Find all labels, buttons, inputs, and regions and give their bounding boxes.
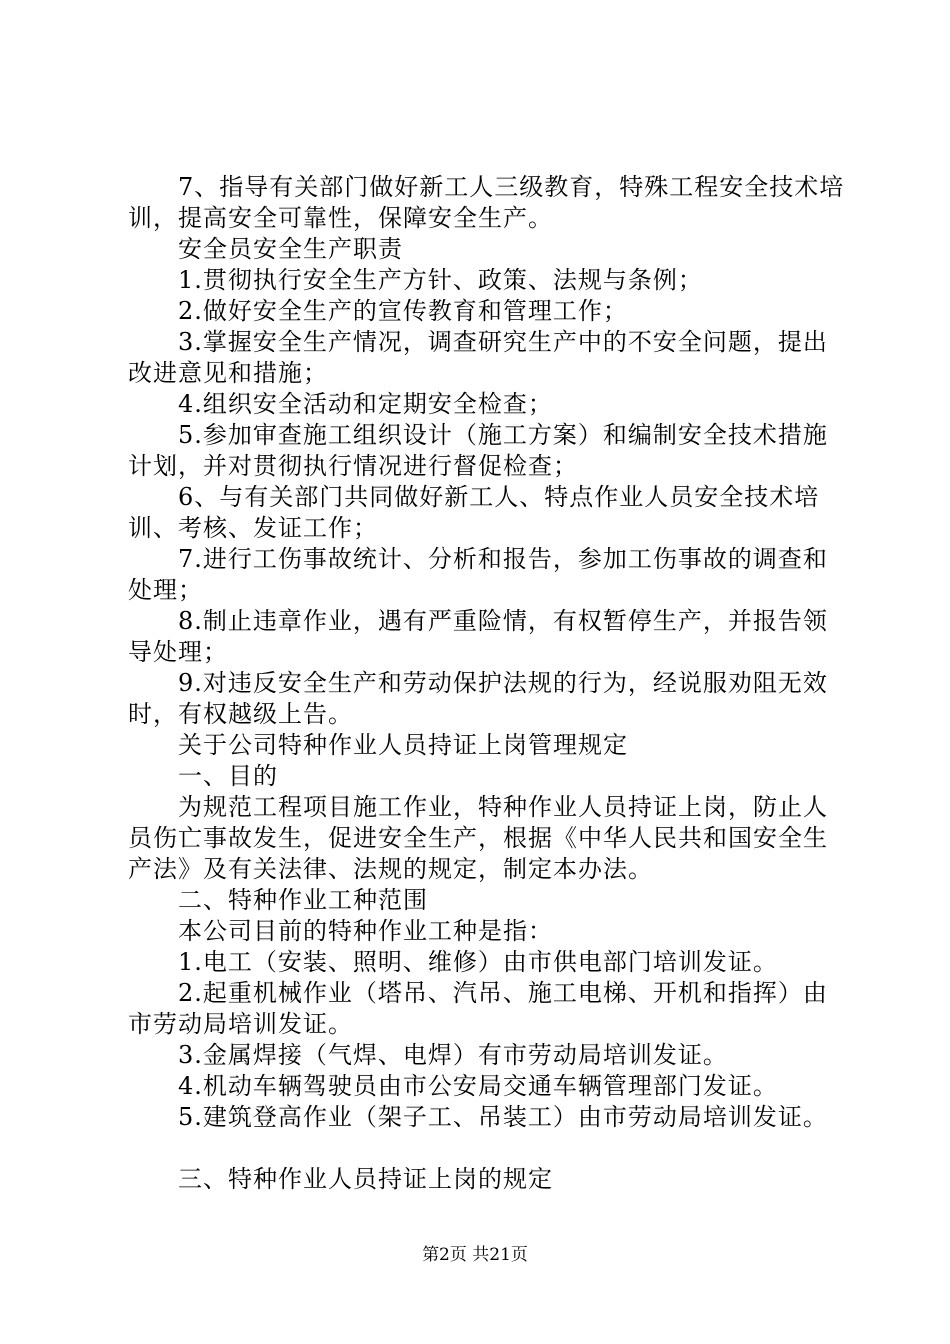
- section-heading: 二、特种作业工种范围: [178, 886, 428, 914]
- paragraph: 4.机动车辆驾驶员由市公安局交通车辆管理部门发证。: [178, 1072, 778, 1100]
- section-heading: 安全员安全生产职责: [178, 235, 403, 263]
- paragraph: 2.做好安全生产的宣传教育和管理工作；: [178, 297, 628, 325]
- paragraph: 5.参加审查施工组织设计（施工方案）和编制安全技术措施计划，并对贯彻执行情况进行督促检查；: [128, 421, 828, 480]
- paragraph: 3.金属焊接（气焊、电焊）有市劳动局培训发证。: [178, 1041, 728, 1069]
- paragraph: 6、与有关部门共同做好新工人、特点作业人员安全技术培训、考核、发证工作；: [128, 483, 820, 542]
- paragraph: 7.进行工伤事故统计、分析和报告，参加工伤事故的调查和处理；: [128, 545, 828, 604]
- paragraph: 8.制止违章作业，遇有严重险情，有权暂停生产，并报告领导处理；: [128, 607, 828, 666]
- document-body: [128, 172, 848, 1195]
- page-footer: 第2页 共21页: [422, 1245, 528, 1265]
- paragraph: 2.起重机械作业（塔吊、汽吊、施工电梯、开机和指挥）由市劳动局培训发证。: [128, 979, 828, 1038]
- paragraph: 本公司目前的特种作业工种是指：: [178, 917, 553, 945]
- paragraph: 5.建筑登高作业（架子工、吊装工）由市劳动局培训发证。: [178, 1103, 828, 1131]
- paragraph: 3.掌握安全生产情况，调查研究生产中的不安全问题，提出改进意见和措施；: [128, 328, 828, 387]
- paragraph: 为规范工程项目施工作业，特种作业人员持证上岗，防止人员伤亡事故发生，促进安全生产，根据《中华人民共和国安全生产法》及有关法律、法规的规定，制定本办法。: [128, 793, 828, 883]
- paragraph: 1.电工（安装、照明、维修）由市供电部门培训发证。: [178, 948, 778, 976]
- paragraph: 9.对违反安全生产和劳动保护法规的行为，经说服劝阻无效时，有权越级上告。: [128, 669, 828, 728]
- paragraph: 7、指导有关部门做好新工人三级教育，特殊工程安全技术培训，提高安全可靠性，保障安全生产。: [128, 173, 845, 232]
- paragraph: 4.组织安全活动和定期安全检查；: [178, 390, 553, 418]
- section-heading: 关于公司特种作业人员持证上岗管理规定: [178, 731, 628, 759]
- paragraph: 1.贯彻执行安全生产方针、政策、法规与条例；: [178, 266, 703, 294]
- blank-line: [128, 1133, 848, 1164]
- section-heading: 一、目的: [178, 762, 278, 790]
- section-heading: 三、特种作业人员持证上岗的规定: [178, 1165, 553, 1193]
